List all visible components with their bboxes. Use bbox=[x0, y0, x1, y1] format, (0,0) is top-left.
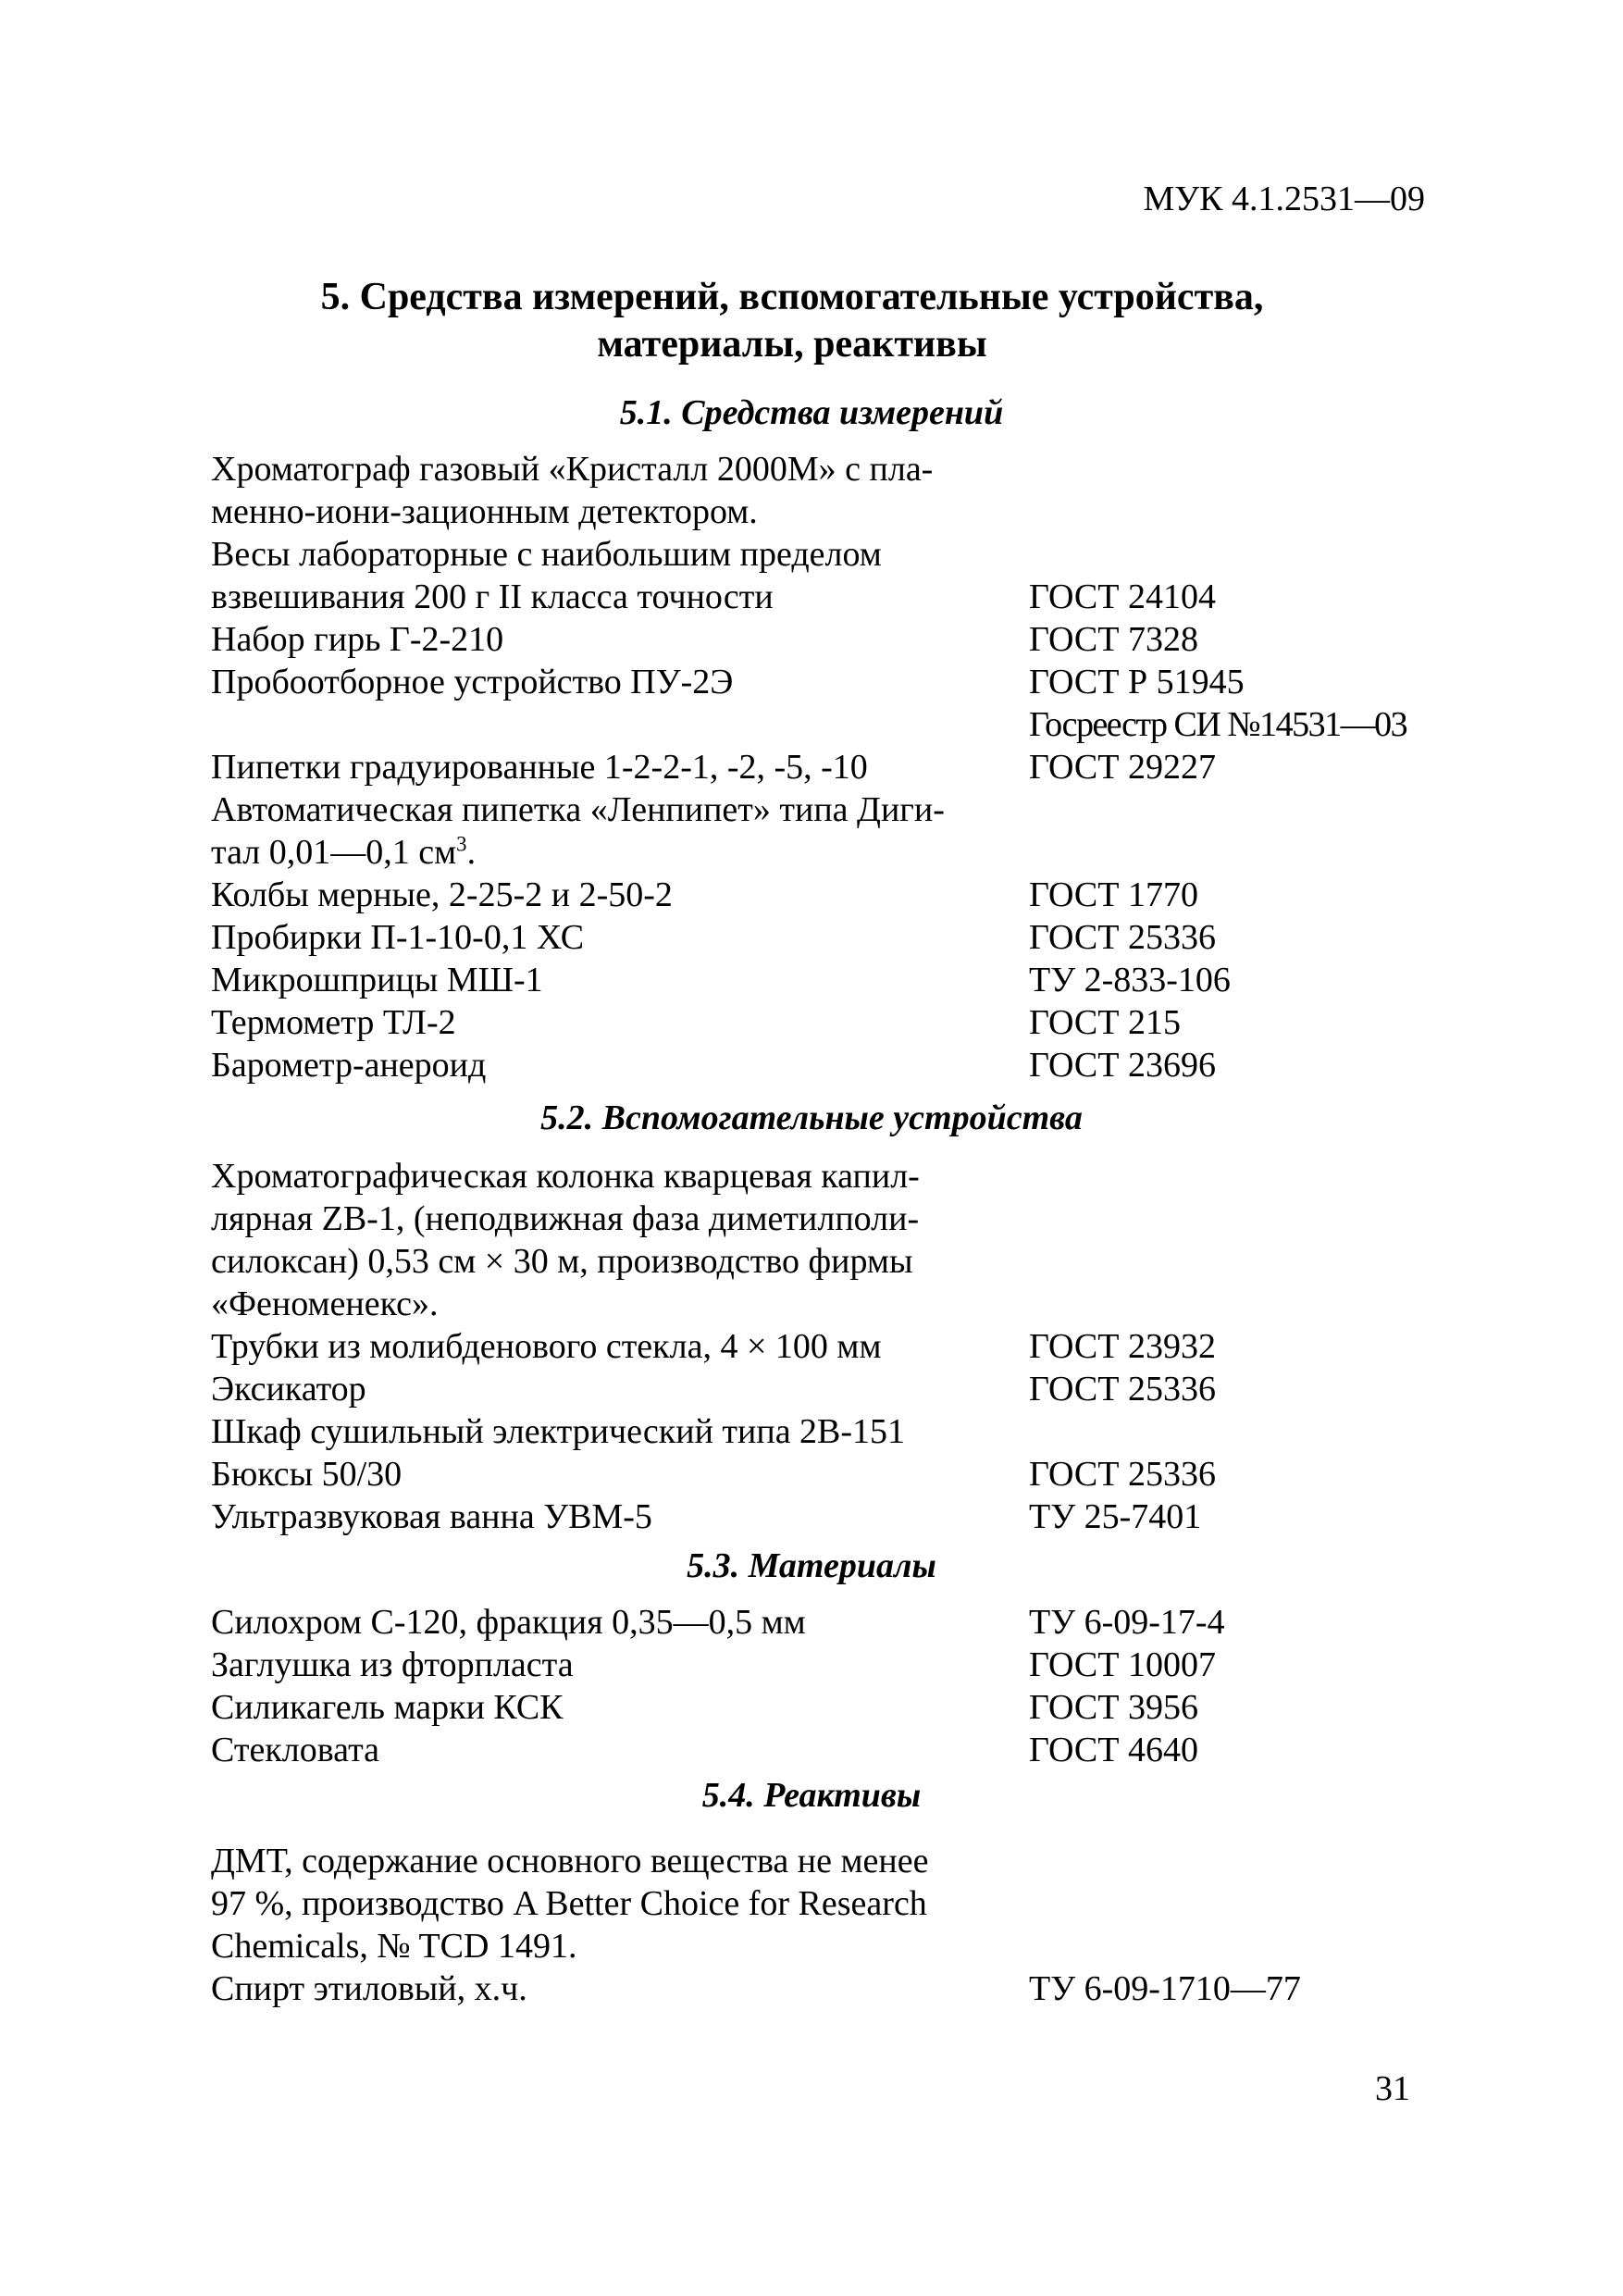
item-standard: ГОСТ 4640 bbox=[1029, 1731, 1198, 1769]
item-standard: ГОСТ 23696 bbox=[1029, 1046, 1216, 1085]
list-item bbox=[211, 746, 1469, 788]
item-text: Набор гирь Г-2-210 bbox=[211, 620, 504, 659]
item-text: Барометр-анероид bbox=[211, 1046, 487, 1085]
item-standard: ГОСТ 29227 bbox=[1029, 748, 1216, 787]
superscript: 3 bbox=[456, 832, 467, 856]
list-item bbox=[211, 831, 1469, 874]
list-item bbox=[211, 916, 1469, 959]
section-title bbox=[185, 274, 1399, 368]
subsection-title-materials: 5.3. Материалы bbox=[687, 1546, 936, 1585]
section-title-line-1: 5. Средства измерений, вспомогательные устройства, bbox=[320, 276, 1264, 318]
item-text: Трубки из молибденового стекла, 4 × 100 мм bbox=[211, 1327, 882, 1366]
item-text: Chemicals, № TCD 1491. bbox=[211, 1927, 577, 1966]
list-item bbox=[211, 1686, 1469, 1729]
item-text: Хроматографическая колонка кварцевая капил- bbox=[211, 1157, 920, 1196]
item-text: Стекловата bbox=[211, 1731, 380, 1769]
item-text: Колбы мерные, 2-25-2 и 2-50-2 bbox=[211, 875, 673, 914]
item-text: взвешивания 200 г II класса точности bbox=[211, 577, 774, 616]
item-standard: ГОСТ 7328 bbox=[1029, 620, 1198, 659]
list-item bbox=[211, 618, 1469, 661]
materials-list bbox=[211, 1601, 1469, 1771]
item-standard: ТУ 25-7401 bbox=[1029, 1497, 1202, 1536]
item-text: Хроматограф газовый «Кристалл 2000М» с пла- bbox=[211, 450, 934, 489]
list-item bbox=[211, 448, 1469, 533]
item-standard: ГОСТ 215 bbox=[1029, 1003, 1181, 1042]
item-standard: ГОСТ 25336 bbox=[1029, 918, 1216, 957]
subsection-title-measurement-tools: 5.1. Средства измерений bbox=[619, 393, 1004, 432]
auxiliary-devices-list bbox=[211, 1155, 1469, 1538]
list-item bbox=[211, 1729, 1469, 1771]
item-standard: ТУ 6-09-17-4 bbox=[1029, 1603, 1225, 1642]
item-standard: Госреестр СИ №14531—03 bbox=[1029, 705, 1407, 744]
item-text: Весы лабораторные с наибольшим пределом bbox=[211, 535, 882, 574]
item-text: силоксан) 0,53 см × 30 м, производство фирмы bbox=[211, 1242, 913, 1281]
item-standard: ГОСТ 10007 bbox=[1029, 1645, 1216, 1684]
item-text: Ультразвуковая ванна УВМ-5 bbox=[211, 1497, 652, 1536]
item-text: Микрошприцы МШ-1 bbox=[211, 961, 543, 999]
measurement-tools-list bbox=[211, 448, 1469, 1086]
list-item bbox=[211, 1967, 1469, 2010]
item-text: Заглушка из фторпласта bbox=[211, 1645, 574, 1684]
item-text: тал 0,01—0,1 $см^3$. bbox=[211, 832, 477, 872]
list-item bbox=[211, 1155, 1469, 1325]
item-standard: ГОСТ 25336 bbox=[1029, 1370, 1216, 1409]
subsection-title-reagents: 5.4. Реактивы bbox=[701, 1776, 922, 1815]
item-text: «Феноменекс». bbox=[211, 1285, 439, 1323]
item-text: Силикагель марки КСК bbox=[211, 1688, 564, 1727]
item-standard: ГОСТ 1770 bbox=[1029, 875, 1198, 914]
section-title-line-2: материалы, реактивы bbox=[597, 323, 987, 366]
item-text: Эксикатор bbox=[211, 1370, 366, 1409]
item-text: Бюксы 50/30 bbox=[211, 1455, 403, 1494]
item-standard: ТУ 6-09-1710—77 bbox=[1029, 1969, 1301, 2008]
item-text: лярная ZB-1, (неподвижная фаза диметилполи- bbox=[211, 1199, 920, 1238]
list-item bbox=[211, 1840, 1469, 1967]
item-text: Силохром С-120, фракция 0,35—0,5 мм bbox=[211, 1603, 806, 1642]
item-text: ДМТ, содержание основного вещества не менее bbox=[211, 1842, 929, 1880]
item-standard: ГОСТ 23932 bbox=[1029, 1327, 1216, 1366]
item-text: Спирт этиловый, х.ч. bbox=[211, 1969, 527, 2008]
list-item bbox=[211, 1001, 1469, 1044]
list-item bbox=[211, 1410, 1469, 1453]
item-text: Пробоотборное устройство ПУ-2Э bbox=[211, 663, 734, 701]
item-standard: ТУ 2-833-106 bbox=[1029, 961, 1231, 999]
list-item bbox=[211, 1325, 1469, 1368]
item-text: Шкаф сушильный электрический типа 2В-151 bbox=[211, 1412, 906, 1451]
list-item bbox=[211, 1644, 1469, 1686]
item-standard: ГОСТ 3956 bbox=[1029, 1688, 1198, 1727]
item-text: Пробирки П-1-10-0,1 ХС bbox=[211, 918, 585, 957]
list-item bbox=[211, 1453, 1469, 1496]
list-item bbox=[211, 874, 1469, 916]
list-item bbox=[211, 703, 1469, 746]
list-item bbox=[211, 1496, 1469, 1538]
list-item bbox=[211, 1044, 1469, 1086]
item-standard: ГОСТ Р 51945 bbox=[1029, 663, 1245, 701]
list-item bbox=[211, 1601, 1469, 1644]
list-item bbox=[211, 661, 1469, 703]
item-standard: ГОСТ 24104 bbox=[1029, 577, 1216, 616]
item-text: 97 %, производство A Better Choice for Research bbox=[211, 1884, 927, 1923]
item-text: Автоматическая пипетка «Ленпипет» типа Диги- bbox=[211, 790, 945, 829]
list-item bbox=[211, 1368, 1469, 1410]
subsection-title-auxiliary-devices: 5.2. Вспомогательные устройства bbox=[540, 1098, 1083, 1137]
item-text: Пипетки градуированные 1-2-2-1, -2, -5, -10 bbox=[211, 748, 868, 787]
item-standard: ГОСТ 25336 bbox=[1029, 1455, 1216, 1494]
page-number: 31 bbox=[1375, 2069, 1410, 2108]
list-item bbox=[211, 788, 1469, 831]
document-code: МУК 4.1.2531—09 bbox=[1143, 180, 1425, 218]
list-item bbox=[211, 533, 1469, 618]
item-text: менно-иони-зационным детектором. bbox=[211, 492, 758, 531]
item-text: Термометр ТЛ-2 bbox=[211, 1003, 456, 1042]
list-item bbox=[211, 959, 1469, 1001]
item-text bbox=[211, 703, 1029, 746]
reagents-list bbox=[211, 1840, 1469, 2010]
